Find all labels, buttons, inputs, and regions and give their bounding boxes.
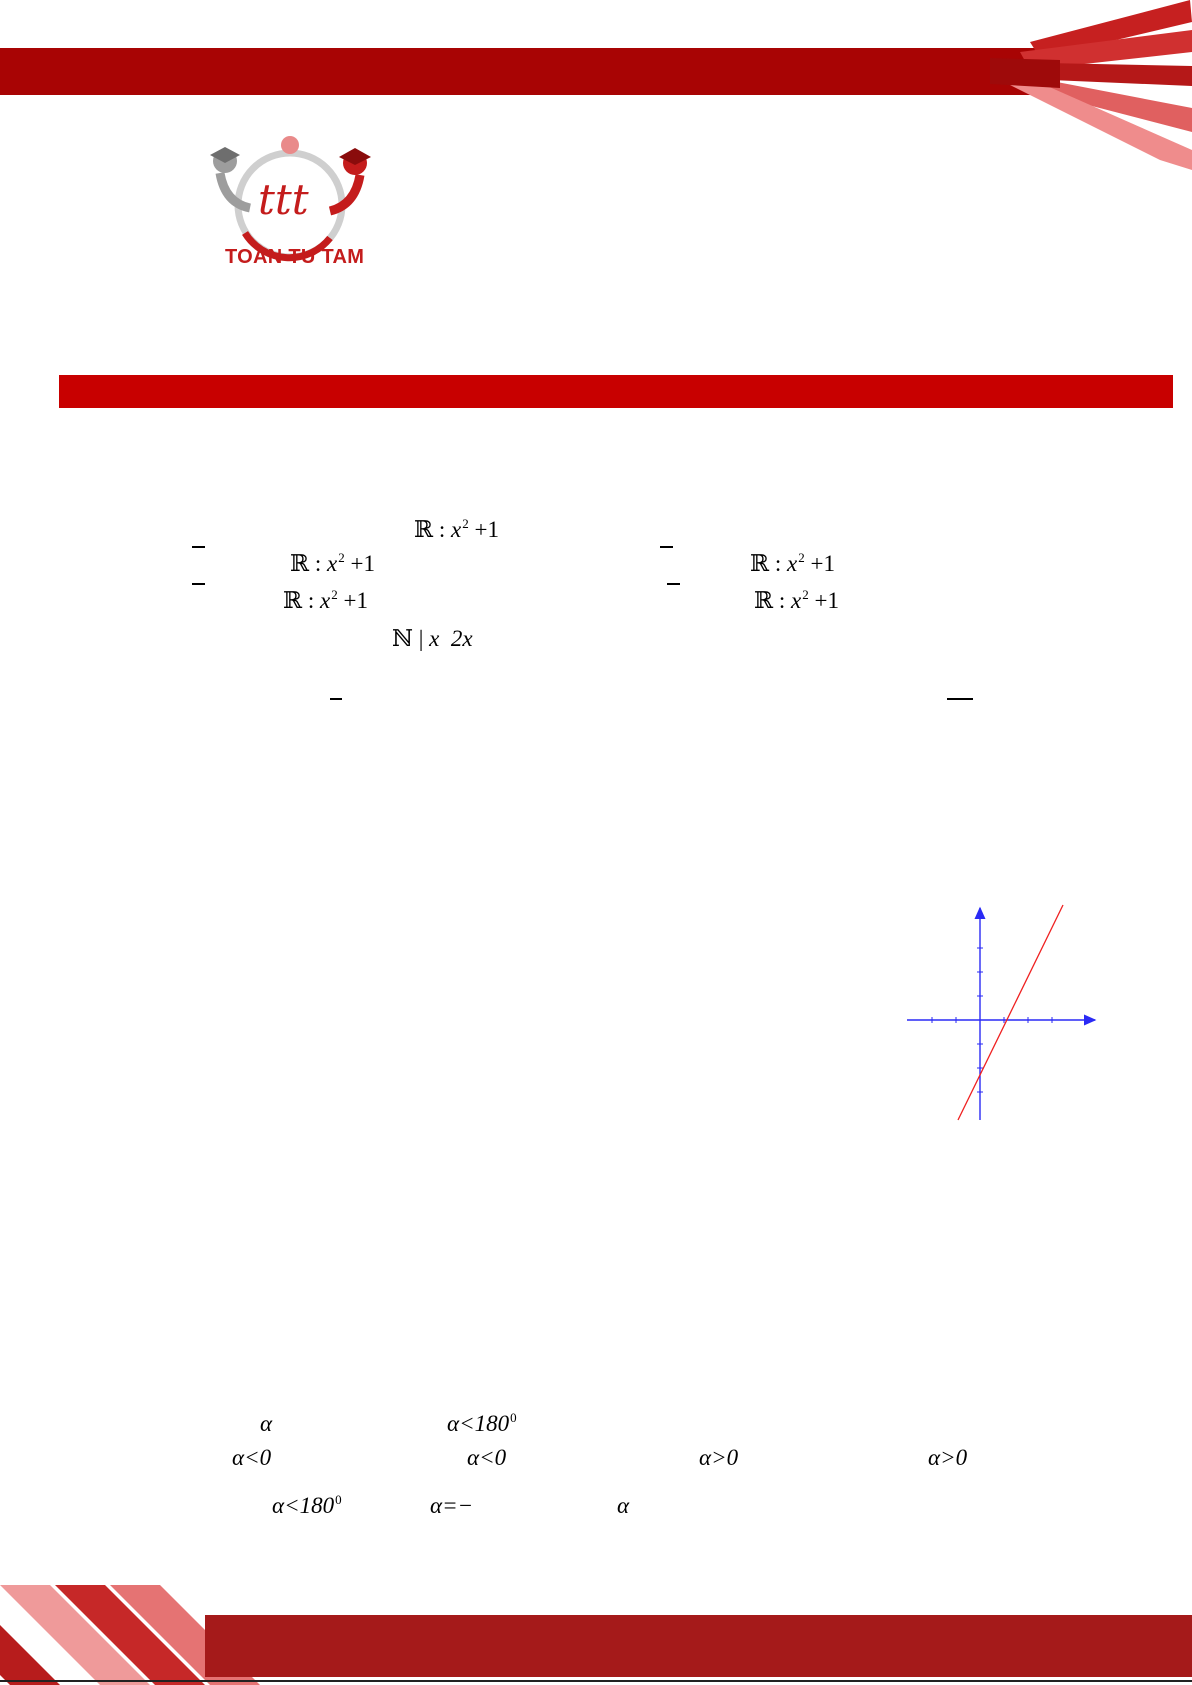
fraction-bar-right bbox=[947, 698, 973, 700]
option-c-expression: ℝ : $x^2 +1$ bbox=[283, 587, 368, 613]
option-a-angle: α<0 bbox=[232, 1445, 272, 1470]
fraction-bar-left bbox=[330, 698, 342, 700]
stem-alpha: α bbox=[260, 1411, 273, 1436]
option-d-expression: ℝ : $x^2 +1$ bbox=[754, 587, 839, 613]
section-heading-bar bbox=[59, 375, 1173, 408]
line-graph bbox=[905, 900, 1105, 1125]
solution-alpha: α bbox=[617, 1493, 630, 1518]
footer-rule bbox=[0, 1680, 1192, 1682]
option-c-angle: α>0 bbox=[699, 1445, 739, 1470]
footer-band bbox=[205, 1615, 1192, 1677]
logo-wordmark: TOAN TU TAM bbox=[225, 246, 365, 268]
option-a-expression: ℝ : $x^2 +1$ bbox=[290, 550, 375, 576]
logo-monogram: ttt bbox=[258, 175, 309, 224]
solution-equation: α=− bbox=[430, 1493, 474, 1518]
option-b-expression: ℝ : $x^2 +1$ bbox=[750, 550, 835, 576]
option-d-dash bbox=[667, 583, 680, 585]
stem-angle-condition: $\alpha<180^0$ bbox=[447, 1410, 517, 1436]
option-b-dash bbox=[660, 546, 673, 548]
option-b-angle: α<0 bbox=[467, 1445, 507, 1470]
option-a-dash bbox=[192, 546, 205, 548]
stem-set-expression: ℝ : $x^2 +1$ bbox=[414, 516, 499, 542]
option-d-angle: α>0 bbox=[928, 1445, 968, 1470]
function-line bbox=[958, 905, 1063, 1120]
solution-angle-condition: $\alpha<180^0$ bbox=[272, 1492, 342, 1518]
set-builder-expression: ℕ | x 2x bbox=[392, 626, 473, 651]
header-band bbox=[0, 48, 1060, 95]
option-c-dash bbox=[192, 583, 205, 585]
header-ribbon-decoration bbox=[960, 0, 1192, 180]
